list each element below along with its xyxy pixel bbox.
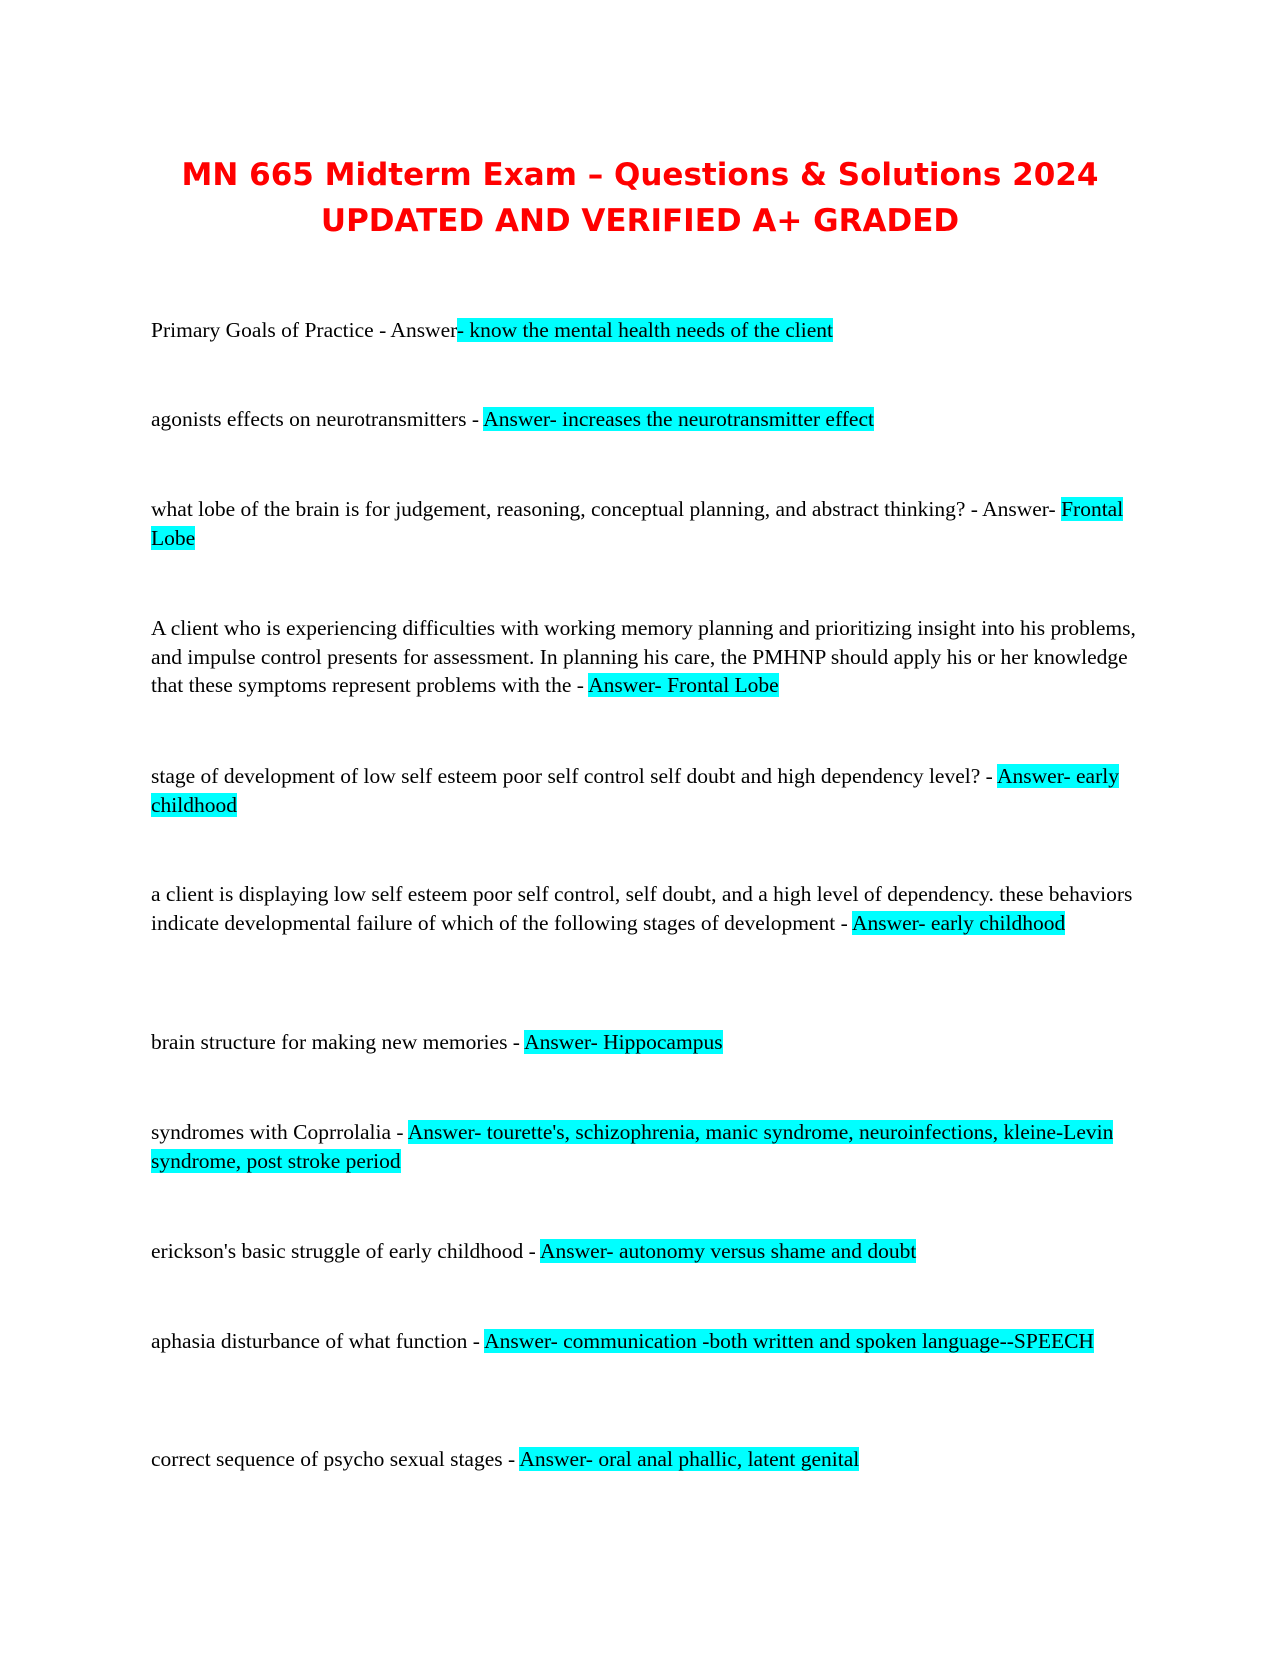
answer-text: Answer- oral anal phallic, latent genital [519, 1447, 860, 1471]
qa-item-1 [151, 316, 1141, 345]
qa-item-2 [151, 405, 1141, 434]
qa-item-6 [151, 880, 1141, 937]
answer-text: Answer- increases the neurotransmitter effect [483, 407, 874, 431]
question-text: Primary Goals of Practice - Answer [151, 318, 457, 342]
question-text: A client who is experiencing difficulties with working memory planning and prioritizing insight into his problems, and impulse control presents for assessment. In planning his care, the PMHNP should apply his or her knowledge that these symptoms represent problems with the - [151, 616, 1136, 697]
answer-text: - know the mental health needs of the client [456, 318, 833, 342]
qa-item-8 [151, 1118, 1141, 1175]
qa-item-5 [151, 762, 1141, 819]
answer-text: Answer- autonomy versus shame and doubt [539, 1239, 917, 1263]
answer-text: Answer- Hippocampus [524, 1030, 723, 1054]
question-text: syndromes with Coprrolalia - [151, 1120, 408, 1144]
answer-text: Answer- tourette's, schizophrenia, manic syndrome, neuroinfections, kleine-Levin syndrome, post stroke period [151, 1120, 1114, 1173]
question-text: stage of development of low self esteem poor self control self doubt and high dependency level? - [151, 764, 998, 788]
question-text: what lobe of the brain is for judgement, reasoning, conceptual planning, and abstract thinking? - Answer- [151, 497, 1062, 521]
answer-text: Answer- Frontal Lobe [588, 673, 779, 697]
document-title [0, 152, 1280, 244]
question-text: erickson's basic struggle of early childhood - [151, 1239, 540, 1263]
question-text: aphasia disturbance of what function - [151, 1329, 485, 1353]
answer-text: Answer- communication -both written and spoken language--SPEECH [484, 1329, 1094, 1353]
question-text: a client is displaying low self esteem poor self control, self doubt, and a high level of dependency. these behaviors indicate developmental failure of which of the following stages of development - [151, 882, 1133, 935]
question-text: correct sequence of psycho sexual stages - [151, 1447, 520, 1471]
qa-item-3 [151, 495, 1141, 552]
title-line-2: UPDATED AND VERIFIED A+ GRADED [320, 203, 960, 239]
qa-item-7 [151, 1028, 1141, 1057]
question-text: brain structure for making new memories - [151, 1030, 525, 1054]
title-line-1: MN 665 Midterm Exam – Questions & Solutions 2024 [181, 157, 1099, 193]
question-text: agonists effects on neurotransmitters - [151, 407, 484, 431]
answer-text: Answer- early childhood [151, 764, 1119, 817]
qa-item-4 [151, 614, 1141, 700]
answer-text: Answer- early childhood [851, 910, 1066, 935]
answer-text: Frontal Lobe [151, 497, 1124, 550]
qa-item-10 [151, 1327, 1141, 1356]
qa-item-9 [151, 1237, 1141, 1266]
qa-item-11 [151, 1445, 1141, 1474]
